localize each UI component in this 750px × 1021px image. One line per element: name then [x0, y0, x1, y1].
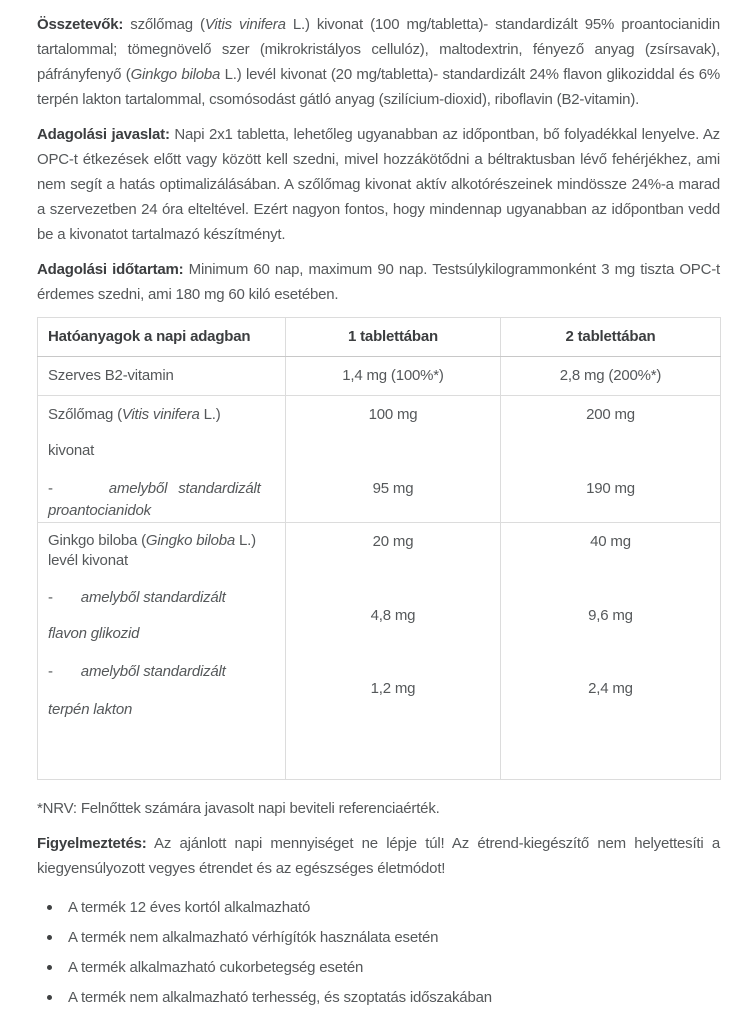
duration-label: Adagolási időtartam:: [37, 261, 184, 278]
value-1-tablet-cell: [286, 396, 501, 523]
ingredients-paragraph: [37, 12, 720, 112]
ingredients-label: Összetevők:: [37, 16, 124, 33]
ingredients-text: L.) levél kivonat (20 mg/tabletta)- standardizált 24% flavon glikoziddal és 6% terpén lakton tartalommal, csomósodást gátló anyag (szilícium-dioxid), riboflavin (B2-vitamin).: [37, 66, 720, 108]
dash: -: [48, 589, 53, 606]
standardized-text: amelyből standardizált: [80, 663, 226, 680]
standardized-text-cont: proantocianidok: [48, 502, 151, 519]
duration-text: Minimum 60 nap, maximum 90 nap. Testsúlykilogrammonként 3 mg tiszta OPC-t érdemes szedni, ami 180 mg 60 kiló esetében.: [37, 261, 720, 303]
value-standardized: 190 mg: [586, 480, 635, 497]
ingredient-name: [48, 404, 275, 426]
list-item-text: A termék nem alkalmazható vérhígítók használata esetén: [68, 929, 439, 946]
row-grape-seed: [38, 396, 721, 523]
value-2-tablets-cell: [501, 523, 721, 780]
list-item: [37, 925, 720, 950]
list-item: [37, 895, 720, 920]
dash: -: [48, 663, 53, 680]
value-terpen: 2,4 mg: [588, 680, 633, 697]
list-item-text: A termék alkalmazható cukorbetegség esetén: [68, 959, 364, 976]
value-flavon: 9,6 mg: [588, 607, 633, 624]
list-item-text: A termék 12 éves kortól alkalmazható: [68, 899, 311, 916]
row-ginkgo: [38, 523, 721, 780]
table-header-row: [38, 318, 721, 357]
ingredient-name-cell: Szerves B2-vitamin: [38, 357, 286, 396]
warning-label: Figyelmeztetés:: [37, 835, 147, 852]
value-total: 200 mg: [586, 406, 635, 423]
standardized-subline: [48, 661, 275, 683]
nrv-note: *NRV: Felnőttek számára javasolt napi beviteli referenciaérték.: [37, 800, 440, 817]
bullet-icon: [47, 905, 52, 910]
standardized-text: amelyből standardizált: [80, 589, 226, 606]
ingredient-name-cell: [38, 396, 286, 523]
name-text: Szőlőmag (: [48, 406, 122, 423]
list-item: [37, 955, 720, 980]
ingredients-text: szőlőmag (: [123, 16, 205, 33]
value-1-tablet-cell: [286, 523, 501, 780]
name-text: Ginkgo biloba (: [48, 532, 146, 549]
standardized-text-cont: terpén lakton: [48, 701, 133, 718]
latin-name-ginkgo: Ginkgo biloba: [130, 66, 221, 83]
dosage-label: Adagolási javaslat:: [37, 126, 170, 143]
row-b2-vitamin: [38, 357, 721, 396]
standardized-text: amelyből standardizált: [108, 480, 261, 497]
latin-name-vitis: Vitis vinifera: [204, 16, 286, 33]
value-terpen: 1,2 mg: [370, 680, 416, 697]
ingredient-name-cell: [38, 523, 286, 780]
value-total: 100 mg: [368, 406, 418, 423]
table-header-2-tablets: 2 tablettában: [501, 318, 721, 357]
table-header-1-tablet: 1 tablettában: [286, 318, 501, 357]
ingredients-text: L.) kivonat (100 mg/tabletta)- standardizált 95% proantocianidin tartalommal; tömegnövelő szer (mikrokristályos cellulóz), maltodextrin, fényező anyag (zsírsavak), páfrányfenyő (: [37, 16, 720, 83]
standardized-subline: [48, 587, 275, 609]
dosage-paragraph: [37, 122, 720, 247]
dosage-text: Napi 2x1 tabletta, lehetőleg ugyanabban az időpontban, bő folyadékkal lenyelve. Az OPC-t étkezések előtt vagy között kell szedni, mivel hozzákötődni a béltraktusban lévő fehérjékhez, ami nem segít a hatás optimalizálásában. A szőlőmag kivonat aktív alkotórészeinek mindössze 24%-a marad a szervezetben 24 óra elteltével. Ezért nagyon fontos, hogy mindennap ugyanabban az időpontban vedd be a kivonatot tartalmazó készítményt.: [37, 126, 720, 243]
latin-name: Gingko biloba: [145, 532, 236, 549]
latin-name: Vitis vinifera: [121, 406, 200, 423]
bullet-icon: [47, 995, 52, 1000]
dash: -: [48, 480, 53, 497]
value-2-tablets-cell: 2,8 mg (200%*): [501, 357, 721, 396]
list-item: [37, 985, 720, 1010]
warning-text: Az ajánlott napi mennyiséget ne lépje túl! Az étrend-kiegészítő nem helyettesíti a kiegyensúlyozott vegyes étrendet és az egészséges életmódot!: [37, 835, 720, 877]
warning-paragraph: [37, 831, 720, 881]
value-total: 20 mg: [372, 533, 414, 550]
active-ingredients-table: [37, 317, 721, 780]
table-header-ingredient: Hatóanyagok a napi adagban: [38, 318, 286, 357]
value-1-tablet-cell: 1,4 mg (100%*): [286, 357, 501, 396]
list-item-text: A termék nem alkalmazható terhesség, és szoptatás időszakában: [68, 989, 492, 1006]
standardized-text-cont: flavon glikozid: [48, 625, 140, 642]
bullet-icon: [47, 935, 52, 940]
ingredient-name: [48, 531, 275, 571]
duration-paragraph: [37, 257, 720, 307]
standardized-subline: [48, 478, 275, 500]
bullet-icon: [47, 965, 52, 970]
ingredient-name-line2: kivonat: [48, 442, 95, 459]
value-2-tablets-cell: [501, 396, 721, 523]
value-flavon: 4,8 mg: [370, 607, 416, 624]
value-total: 40 mg: [590, 533, 631, 550]
value-standardized: 95 mg: [372, 480, 414, 497]
name-text: L.): [199, 406, 221, 423]
notes-list: [37, 895, 720, 1010]
name-text: L.) levél kivonat: [48, 532, 256, 569]
